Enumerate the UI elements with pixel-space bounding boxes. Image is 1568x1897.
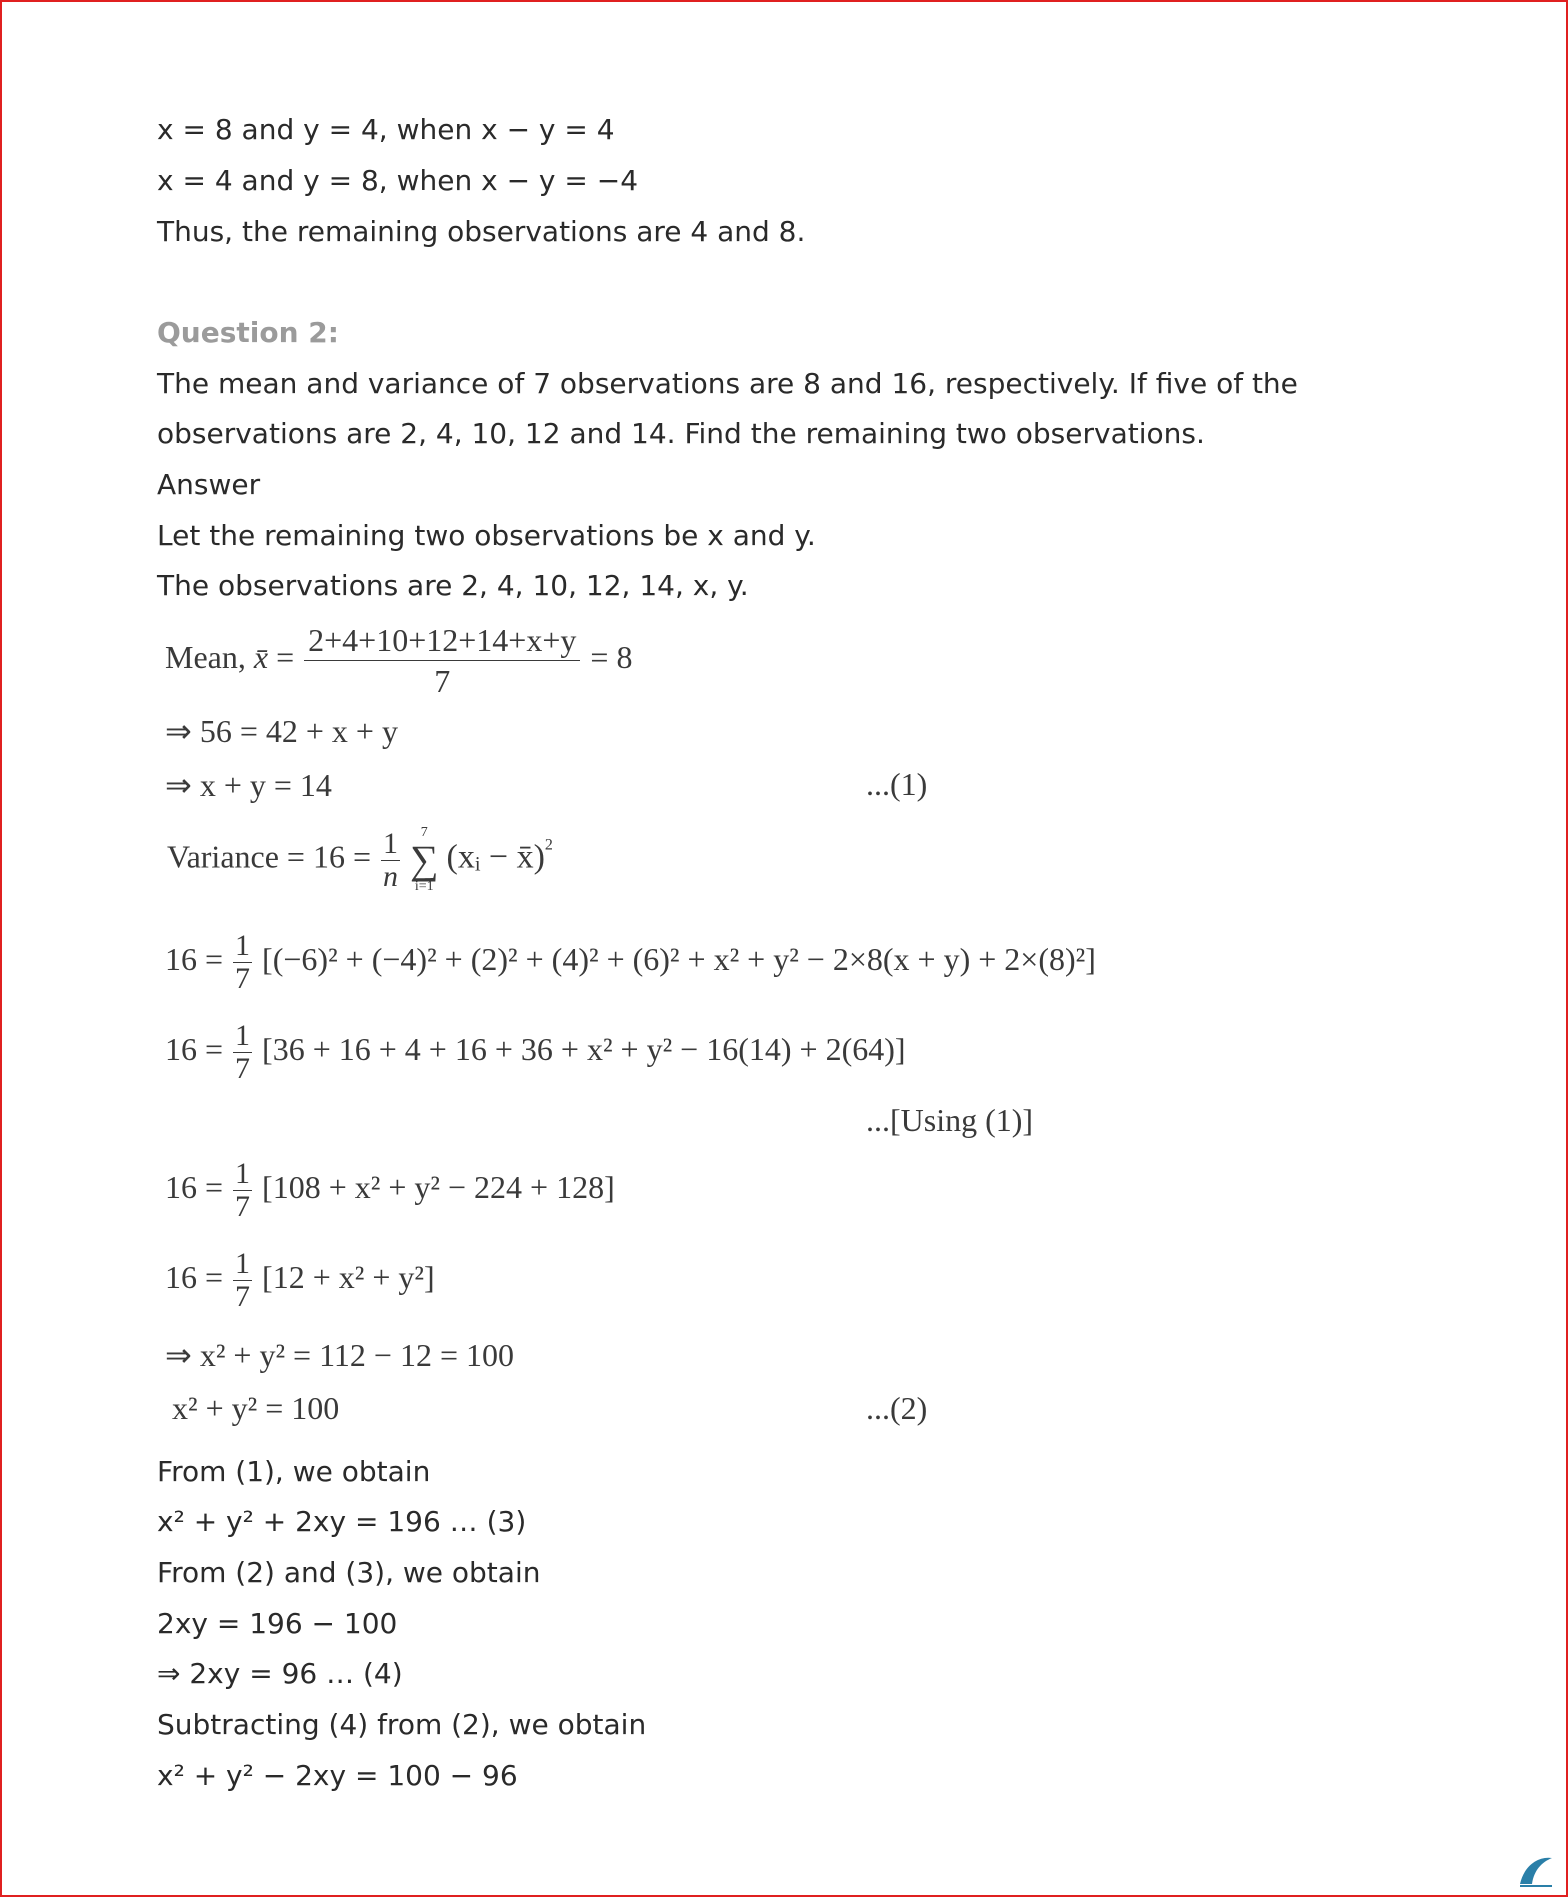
mean-equation: Mean, x̄ = $\frac{2+4+10+12+14+x+y}{7}$ = 8: [165, 622, 633, 699]
sigma-icon: 7 ∑ i=1: [410, 825, 439, 894]
solution-line-2: x = 4 and y = 8, when x − y = −4: [157, 164, 639, 197]
equation-squares-2: x² + y² = 100: [172, 1390, 340, 1426]
question-heading: Question 2:: [157, 316, 339, 349]
variance-step-4-body: [12 + x² + y²]: [262, 1258, 435, 1295]
using-reference: ...[Using (1)]: [866, 1102, 1034, 1138]
question-text-line-1: The mean and variance of 7 observations are 8 and 16, respectively. If five of the: [157, 367, 1298, 400]
variance-step-3-body: [108 + x² + y² − 224 + 128]: [262, 1168, 615, 1205]
variance-step-1-body: [(−6)² + (−4)² + (2)² + (4)² + (6)² + x² + y² − 2×8(x + y) + 2×(8)²]: [262, 940, 1096, 977]
equation-sum: ⇒ x + y = 14: [165, 767, 332, 803]
tail-line-1: From (1), we obtain: [157, 1455, 431, 1488]
equation-squares: ⇒ x² + y² = 112 − 12 = 100: [165, 1337, 514, 1373]
mean-denominator: 7: [434, 663, 451, 699]
observations-line: The observations are 2, 4, 10, 12, 14, x, y.: [157, 569, 749, 602]
mean-numerator: 2+4+10+12+14+x+y: [304, 620, 580, 661]
variance-fraction: $\frac{1}{n}$: [383, 826, 399, 893]
mean-label: Mean,: [165, 638, 246, 675]
variance-step-4: 16 = $\frac{1}{7}$ [12 + x² + y²]: [165, 1247, 435, 1313]
tail-line-2: x² + y² + 2xy = 196 … (3): [157, 1505, 527, 1538]
solution-conclusion: Thus, the remaining observations are 4 and 8.: [157, 215, 806, 248]
mean-fraction: [304, 620, 580, 701]
answer-label: Answer: [157, 468, 261, 501]
variance-label: Variance = 16 =: [167, 838, 372, 875]
variance-definition: Variance = 16 = $\frac{1}{n}$ 7 ∑ i=1 (xᵢ − x̄)$^2$: [167, 825, 553, 894]
reference-2: ...(2): [866, 1390, 928, 1426]
wave-logo-icon: [1516, 1850, 1556, 1890]
variance-body: (xᵢ − x̄): [446, 838, 545, 876]
solution-line-1: x = 8 and y = 4, when x − y = 4: [157, 113, 615, 146]
mean-rhs: = 8: [590, 638, 633, 675]
variance-step-1: 16 = $\frac{1}{7}$ [(−6)² + (−4)² + (2)² + (4)² + (6)² + x² + y² − 2×8(x + y) + 2×(8)²]: [165, 929, 1096, 995]
tail-line-5: ⇒ 2xy = 96 … (4): [157, 1657, 403, 1690]
tail-line-4: 2xy = 196 − 100: [157, 1607, 398, 1640]
tail-line-6: Subtracting (4) from (2), we obtain: [157, 1708, 647, 1741]
tail-line-7: x² + y² − 2xy = 100 − 96: [157, 1759, 518, 1792]
variance-step-3: 16 = $\frac{1}{7}$ [108 + x² + y² − 224 + 128]: [165, 1157, 615, 1223]
question-text-line-2: observations are 2, 4, 10, 12 and 14. Find the remaining two observations.: [157, 417, 1205, 450]
variance-step-2: 16 = $\frac{1}{7}$ [36 + 16 + 4 + 16 + 36 + x² + y² − 16(14) + 2(64)]: [165, 1019, 906, 1085]
equation-56: ⇒ 56 = 42 + x + y: [165, 713, 398, 749]
let-line: Let the remaining two observations be x and y.: [157, 519, 816, 552]
tail-line-3: From (2) and (3), we obtain: [157, 1556, 541, 1589]
reference-1: ...(1): [866, 766, 928, 802]
variance-step-2-body: [36 + 16 + 4 + 16 + 36 + x² + y² − 16(14) + 2(64)]: [262, 1030, 906, 1067]
